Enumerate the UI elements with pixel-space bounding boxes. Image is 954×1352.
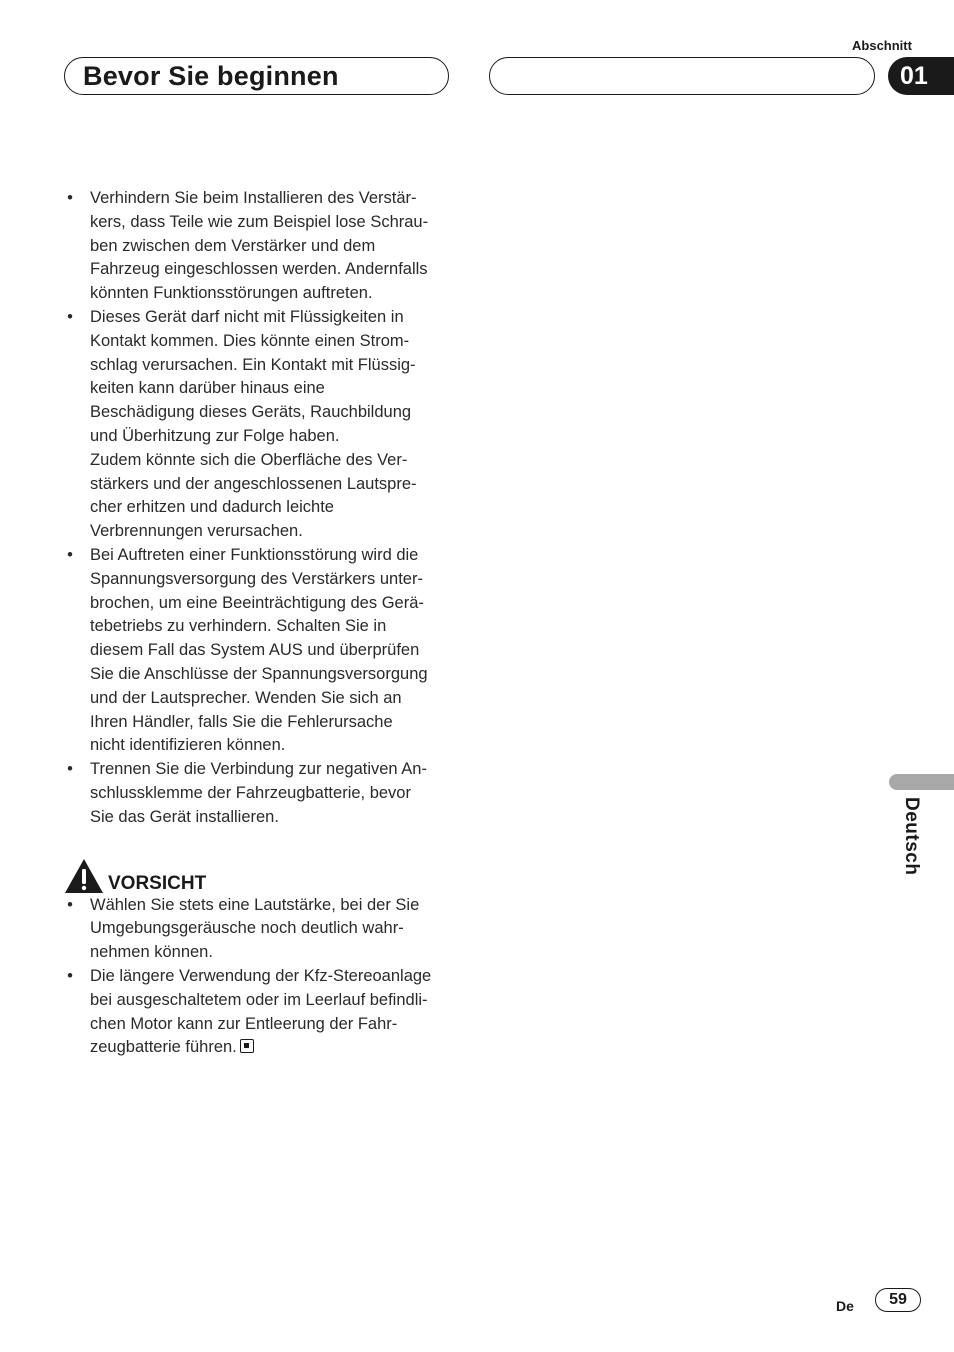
list-item-line-last [90, 1036, 456, 1060]
list-item-line: und der Lautsprecher. Wenden Sie sich an [90, 688, 402, 707]
section-number-badge: 01 [888, 57, 954, 95]
list-item-line: schlussklemme der Fahrzeugbatterie, bevor [90, 783, 411, 802]
bullet-icon: • [67, 760, 73, 779]
bullet-icon: • [67, 895, 73, 914]
list-item-line: keiten kann darüber hinaus eine [90, 379, 325, 398]
bullet-icon: • [67, 545, 73, 564]
list-item-line: Beschädigung dieses Geräts, Rauchbildung [90, 403, 412, 422]
footer-language-code: De [836, 1298, 854, 1314]
list-item-line: Wählen Sie stets eine Lautstärke, bei der Sie [90, 895, 420, 914]
list-item-line: Zudem könnte sich die Oberfläche des Ver- [90, 450, 408, 469]
list-item-line: Sie die Anschlüsse der Spannungsversorgung [90, 664, 428, 683]
list-item-line: ben zwischen dem Verstärker und dem [90, 236, 376, 255]
end-of-section-icon [240, 1039, 254, 1053]
list-item-line: nicht identifizieren können. [90, 736, 286, 755]
list-item-line: Umgebungsgeräusche noch deutlich wahr- [90, 919, 404, 938]
list-item [64, 965, 456, 1060]
list-item-line: Spannungsversorgung des Verstärkers unter- [90, 569, 423, 588]
bullet-icon: • [67, 307, 73, 326]
list-item-line: chen Motor kann zur Entleerung der Fahr- [90, 1014, 398, 1033]
bullet-icon: • [67, 966, 73, 985]
list-item-line: Kontakt kommen. Dies könnte einen Strom- [90, 331, 410, 350]
list-item-line: Sie das Gerät installieren. [90, 807, 279, 826]
list-item-line: Bei Auftreten einer Funktionsstörung wird die [90, 545, 419, 564]
caution-bullet-list [64, 894, 456, 1061]
list-item [64, 306, 456, 544]
list-item [64, 894, 456, 965]
main-bullet-list [64, 187, 456, 830]
list-item-line: Dieses Gerät darf nicht mit Flüssigkeiten in [90, 307, 404, 326]
list-item [64, 758, 456, 829]
list-item-line: cher erhitzen und dadurch leichte [90, 498, 334, 517]
list-item-line: Verbrennungen verursachen. [90, 522, 303, 541]
warning-icon [64, 858, 104, 894]
list-item-line: Die längere Verwendung der Kfz-Stereoanlage [90, 966, 432, 985]
list-item-line: diesem Fall das System AUS und überprüfen [90, 641, 420, 660]
list-item-line: stärkers und der angeschlossenen Lautspre- [90, 474, 417, 493]
caution-title: VORSICHT [108, 872, 207, 894]
title-frame [64, 57, 449, 95]
header-empty-frame [489, 57, 875, 95]
main-content [64, 187, 456, 1060]
list-item-line: kers, dass Teile wie zum Beispiel lose Schrau- [90, 212, 429, 231]
list-item-line: Fahrzeug eingeschlossen werden. Andernfalls [90, 260, 428, 279]
section-label: Abschnitt [852, 38, 912, 53]
list-item-line: bei ausgeschaltetem oder im Leerlauf befindli- [90, 990, 428, 1009]
list-item-line: könnten Funktionsstörungen auftreten. [90, 284, 373, 303]
language-tab [889, 774, 954, 790]
list-item-line: Trennen Sie die Verbindung zur negativen An- [90, 760, 427, 779]
list-item-line: zeugbatterie führen. [90, 1038, 237, 1057]
list-item-line: nehmen können. [90, 943, 213, 962]
page-title: Bevor Sie beginnen [83, 61, 339, 91]
bullet-icon: • [67, 189, 73, 207]
list-item-line: schlag verursachen. Ein Kontakt mit Flüssig- [90, 355, 416, 374]
page-number: 59 [875, 1288, 921, 1312]
list-item-line: und Überhitzung zur Folge haben. [90, 426, 340, 445]
list-item-line: Ihren Händler, falls Sie die Fehlerursache [90, 712, 393, 731]
list-item-line: Verhindern Sie beim Installieren des Verstär- [90, 189, 417, 207]
language-label: Deutsch [901, 797, 922, 876]
caution-heading [64, 858, 456, 894]
list-item-line: tebetriebs zu verhindern. Schalten Sie in [90, 617, 387, 636]
list-item [64, 544, 456, 758]
list-item-line: brochen, um eine Beeinträchtigung des Gerä- [90, 593, 424, 612]
list-item [64, 187, 456, 306]
